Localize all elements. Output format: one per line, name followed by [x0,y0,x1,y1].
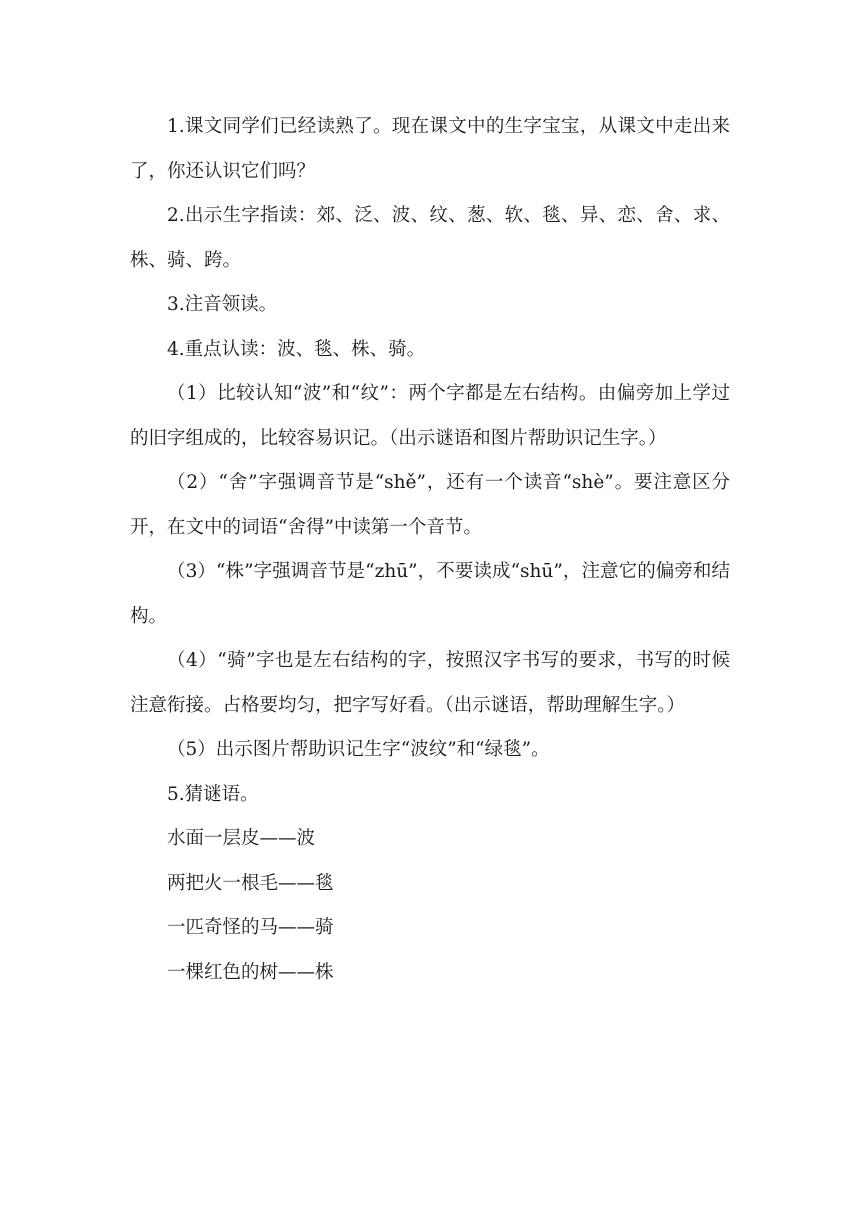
document-body [130,105,730,995]
paragraph-substep-2: （2）“舍”字强调音节是“shě”，还有一个读音“shè”。要注意区分开，在文中的词语“舍得”中读第一个音节。 [130,472,730,538]
paragraph-step-4: 4.重点认读：波、毯、株、骑。 [167,338,426,360]
riddle-line: 一匹奇怪的马——骑 [167,917,334,938]
paragraph-substep-3: （3）“株”字强调音节是“zhū”，不要读成“shū”，注意它的偏旁和结构。 [130,561,730,627]
paragraph-step-3: 3.注音领读。 [167,294,278,315]
paragraph-step-2: 2.出示生字指读：郊、泛、波、纹、葱、软、毯、异、恋、舍、求、株、骑、跨。 [130,205,730,271]
paragraph-substep-5: （5）出示图片帮助识记生字“波纹”和“绿毯”。 [167,739,550,760]
riddle-line: 水面一层皮——波 [167,828,316,849]
paragraph-substep-1: （1）比较认知“波”和“纹”：两个字都是左右结构。由偏旁加上学过的旧字组成的，比较容易识记。（出示谜语和图片帮助识记生字。） [130,383,730,449]
paragraph-step-5: 5.猜谜语。 [167,783,259,805]
riddle-line: 两把火一根毛——毯 [167,872,334,894]
paragraph-substep-4: （4）“骑”字也是左右结构的字，按照汉字书写的要求，书写的时候注意衔接。占格要均匀，把字写好看。（出示谜语，帮助理解生字。） [130,650,730,716]
paragraph-step-1: 1.课文同学们已经读熟了。现在课文中的生字宝宝，从课文中走出来了，你还认识它们吗？ [130,116,730,182]
riddle-line: 一棵红色的树——株 [167,961,334,983]
